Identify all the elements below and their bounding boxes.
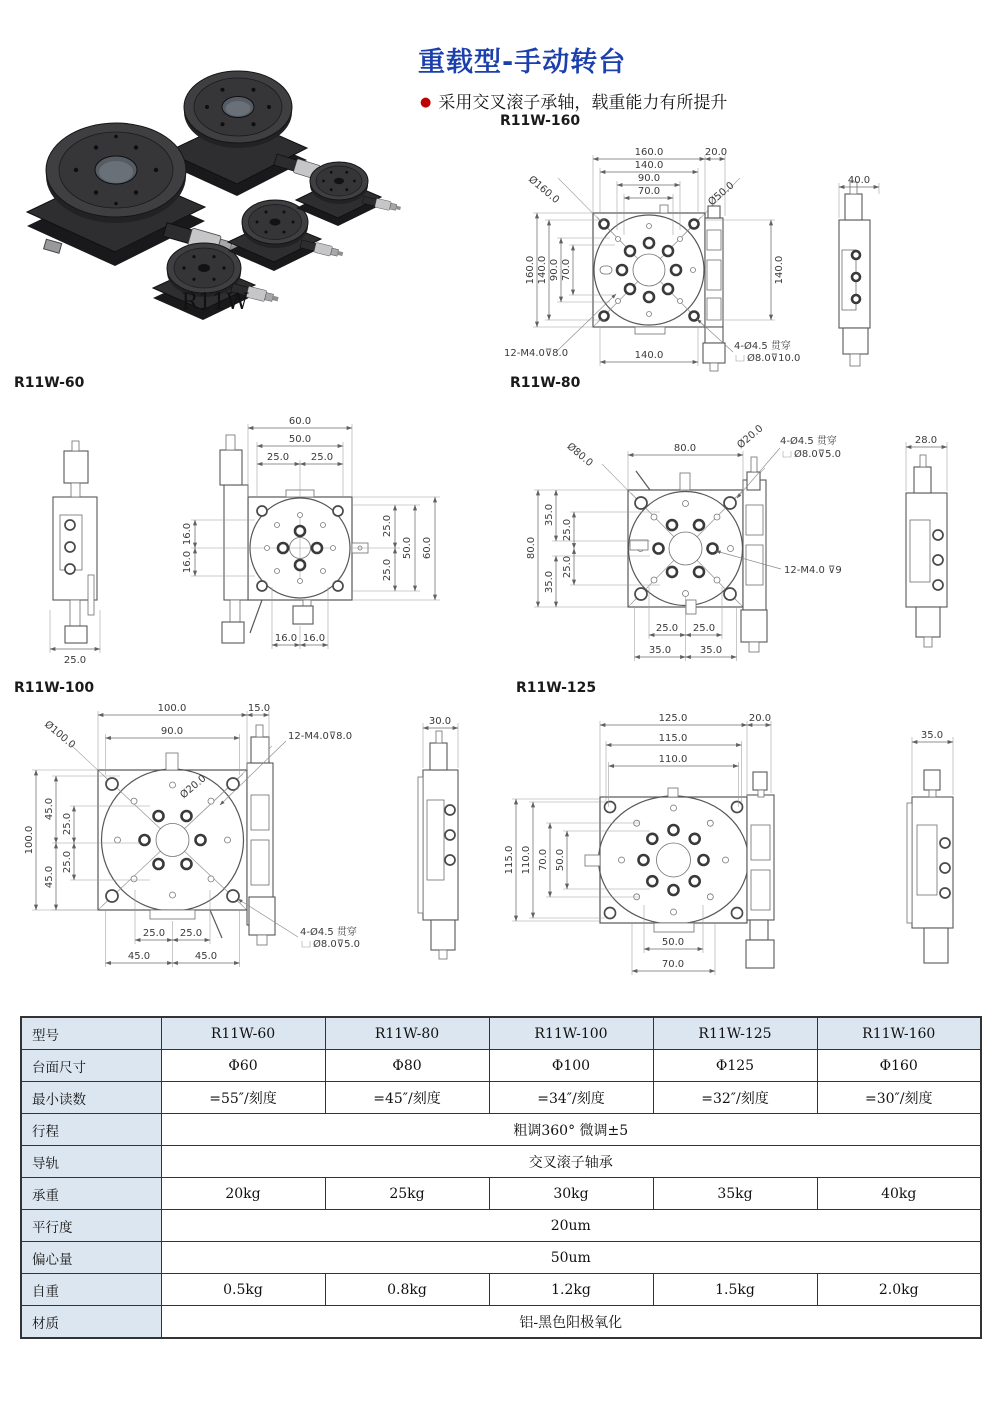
spec-table — [20, 1016, 982, 1339]
dim-label: 25.0 — [62, 812, 73, 836]
table-cell-span: 20um — [161, 1210, 981, 1242]
dim-label: 110.0 — [658, 754, 688, 765]
table-cell: 35kg — [653, 1178, 817, 1210]
dim-label: 115.0 — [658, 733, 688, 744]
row-label: 台面尺寸 — [21, 1050, 161, 1082]
dim-label: 70.0 — [661, 959, 685, 970]
label-d60: R11W-60 — [14, 375, 85, 391]
table-cell: =45″/刻度 — [325, 1082, 489, 1114]
plan-view — [70, 725, 275, 945]
row-label: 偏心量 — [21, 1242, 161, 1274]
dia-label: Ø160.0 — [526, 174, 562, 207]
dim-label: 20.0 — [704, 147, 728, 158]
dia-label: Ø100.0 — [42, 719, 78, 752]
side-view — [839, 175, 879, 366]
dim-label: 25.0 — [562, 518, 573, 542]
dim-label: 25.0 — [655, 623, 679, 634]
table-row-parallelism — [21, 1210, 981, 1242]
table-cell: R11W-100 — [489, 1017, 653, 1050]
row-label: 承重 — [21, 1178, 161, 1210]
dim-label: 140.0 — [537, 255, 548, 285]
table-row-model — [21, 1017, 981, 1050]
dim-label: 90.0 — [549, 258, 560, 282]
table-cell: 0.8kg — [325, 1274, 489, 1306]
feature-text: 采用交叉滚子承轴，载重能力有所提升 — [438, 93, 728, 113]
dim-label: 40.0 — [847, 175, 871, 186]
cbore-note: Ø8.0⊽5.0 — [313, 939, 360, 950]
dim-label: 60.0 — [288, 416, 312, 427]
dim-label: 80.0 — [673, 443, 697, 454]
row-label: 最小读数 — [21, 1082, 161, 1114]
drawing-d60 — [10, 395, 490, 680]
dim-label: 25.0 — [382, 514, 393, 538]
dim-label: 16.0 — [182, 522, 193, 546]
drawing-d125 — [500, 695, 1000, 1000]
row-label: 材质 — [21, 1306, 161, 1339]
row-label: 行程 — [21, 1114, 161, 1146]
product-photo — [15, 48, 415, 313]
table-row-size — [21, 1050, 981, 1082]
page-title: 重载型-手动转台 — [418, 47, 627, 78]
dim-label: 90.0 — [637, 173, 661, 184]
dim-label: 50.0 — [402, 536, 413, 560]
dim-label: 115.0 — [504, 845, 515, 875]
dim-label: 25.0 — [179, 928, 203, 939]
dim-label: 140.0 — [634, 350, 664, 361]
table-cell: 1.2kg — [489, 1274, 653, 1306]
side-view — [50, 441, 100, 666]
side-view — [907, 730, 953, 963]
dim-label: 70.0 — [538, 848, 549, 872]
row-label: 平行度 — [21, 1210, 161, 1242]
table-cell: 30kg — [489, 1178, 653, 1210]
dia-label: Ø20.0 — [178, 773, 209, 801]
dim-label: 70.0 — [561, 258, 572, 282]
table-cell: 2.0kg — [817, 1274, 981, 1306]
dim-label: 16.0 — [182, 550, 193, 574]
dim-label: 25.0 — [692, 623, 716, 634]
table-row-resolution — [21, 1082, 981, 1114]
table-row-load — [21, 1178, 981, 1210]
thru-note: 4-Ø4.5 贯穿 — [300, 927, 357, 938]
thru-note: 4-Ø4.5 贯穿 — [780, 436, 837, 447]
table-cell-span: 铝-黑色阳极氧化 — [161, 1306, 981, 1339]
dim-label: 16.0 — [302, 633, 326, 644]
dim-label: 25.0 — [142, 928, 166, 939]
dim-label: 25.0 — [63, 655, 87, 666]
dim-label: 35.0 — [648, 645, 672, 656]
dim-label: 110.0 — [521, 845, 532, 875]
side-view — [418, 716, 458, 959]
dim-label: 45.0 — [127, 951, 151, 962]
drawing-d160 — [490, 130, 990, 392]
dim-label: 100.0 — [157, 703, 187, 714]
dim-label: 125.0 — [658, 713, 688, 724]
table-cell: 0.5kg — [161, 1274, 325, 1306]
dim-label: 50.0 — [288, 434, 312, 445]
table-cell: Φ100 — [489, 1050, 653, 1082]
table-cell-span: 50um — [161, 1242, 981, 1274]
row-label: 型号 — [21, 1017, 161, 1050]
dim-label: 45.0 — [44, 797, 55, 821]
feature-bullet — [420, 88, 727, 113]
dim-label: 50.0 — [555, 848, 566, 872]
cbore-note: Ø8.0⊽10.0 — [747, 353, 801, 364]
table-row-eccentricity — [21, 1242, 981, 1274]
drawing-d80 — [500, 395, 1000, 680]
dim-label: 25.0 — [266, 452, 290, 463]
table-cell: 1.5kg — [653, 1274, 817, 1306]
dim-label: 70.0 — [637, 186, 661, 197]
dim-label: 90.0 — [160, 726, 184, 737]
dim-label: 140.0 — [634, 160, 664, 171]
table-cell-span: 交叉滚子轴承 — [161, 1146, 981, 1178]
dia-label: Ø20.0 — [735, 423, 766, 451]
table-row-guide — [21, 1146, 981, 1178]
table-cell: 40kg — [817, 1178, 981, 1210]
table-cell: Φ80 — [325, 1050, 489, 1082]
cbore-note: Ø8.0⊽5.0 — [794, 449, 841, 460]
row-label: 自重 — [21, 1274, 161, 1306]
dim-label: 30.0 — [428, 716, 452, 727]
table-cell: 20kg — [161, 1178, 325, 1210]
label-d160: R11W-160 — [500, 113, 581, 129]
dim-label: 100.0 — [24, 825, 35, 855]
table-row-travel — [21, 1114, 981, 1146]
dim-label: 45.0 — [194, 951, 218, 962]
dim-label: 45.0 — [44, 865, 55, 889]
dimensions — [24, 703, 360, 967]
table-cell: R11W-125 — [653, 1017, 817, 1050]
table-cell: Φ60 — [161, 1050, 325, 1082]
table-row-weight — [21, 1274, 981, 1306]
table-cell: R11W-60 — [161, 1017, 325, 1050]
table-cell: Φ125 — [653, 1050, 817, 1082]
table-cell: R11W-80 — [325, 1017, 489, 1050]
dim-label: 35.0 — [544, 570, 555, 594]
table-cell: =34″/刻度 — [489, 1082, 653, 1114]
label-d80: R11W-80 — [510, 375, 581, 391]
dim-label: 160.0 — [525, 255, 536, 285]
label-d125: R11W-125 — [516, 680, 597, 696]
side-view — [906, 435, 947, 647]
drawing-d100 — [10, 695, 500, 1000]
dim-label: 15.0 — [247, 703, 271, 714]
dimensions — [504, 713, 771, 975]
table-cell: 25kg — [325, 1178, 489, 1210]
tap-note: 12-M4.0 ⊽9 — [784, 565, 842, 576]
plan-view — [220, 435, 368, 643]
table-cell-span: 粗调360° 微调±5 — [161, 1114, 981, 1146]
table-cell: =30″/刻度 — [817, 1082, 981, 1114]
table-cell: R11W-160 — [817, 1017, 981, 1050]
table-cell: =55″/刻度 — [161, 1082, 325, 1114]
dim-label: 50.0 — [661, 937, 685, 948]
dim-label: 35.0 — [544, 503, 555, 527]
bullet-icon: ● — [420, 95, 432, 110]
dim-label: 16.0 — [274, 633, 298, 644]
dim-label: 20.0 — [748, 713, 772, 724]
dia-label: Ø80.0 — [564, 441, 595, 469]
row-label: 导轨 — [21, 1146, 161, 1178]
dim-label: 60.0 — [422, 536, 433, 560]
table-cell: Φ160 — [817, 1050, 981, 1082]
dim-label: 160.0 — [634, 147, 664, 158]
dim-label: 25.0 — [310, 452, 334, 463]
dim-label: 35.0 — [920, 730, 944, 741]
table-cell: =32″/刻度 — [653, 1082, 817, 1114]
dim-label: 25.0 — [62, 850, 73, 874]
label-d100: R11W-100 — [14, 680, 95, 696]
dim-label: 25.0 — [562, 555, 573, 579]
dia-label: Ø50.0 — [706, 180, 737, 208]
thru-note: 4-Ø4.5 贯穿 — [734, 341, 791, 352]
dim-label: 28.0 — [914, 435, 938, 446]
dim-label: 35.0 — [699, 645, 723, 656]
dim-label: 140.0 — [774, 255, 785, 285]
dim-label: 80.0 — [526, 536, 537, 560]
tap-note: 12-M4.0⊽8.0 — [288, 731, 353, 742]
table-row-material — [21, 1306, 981, 1339]
tap-note: 12-M4.0⊽8.0 — [504, 348, 569, 359]
plan-view — [602, 457, 767, 652]
dim-label: 25.0 — [382, 558, 393, 582]
photo-caption: R11W — [181, 290, 249, 315]
